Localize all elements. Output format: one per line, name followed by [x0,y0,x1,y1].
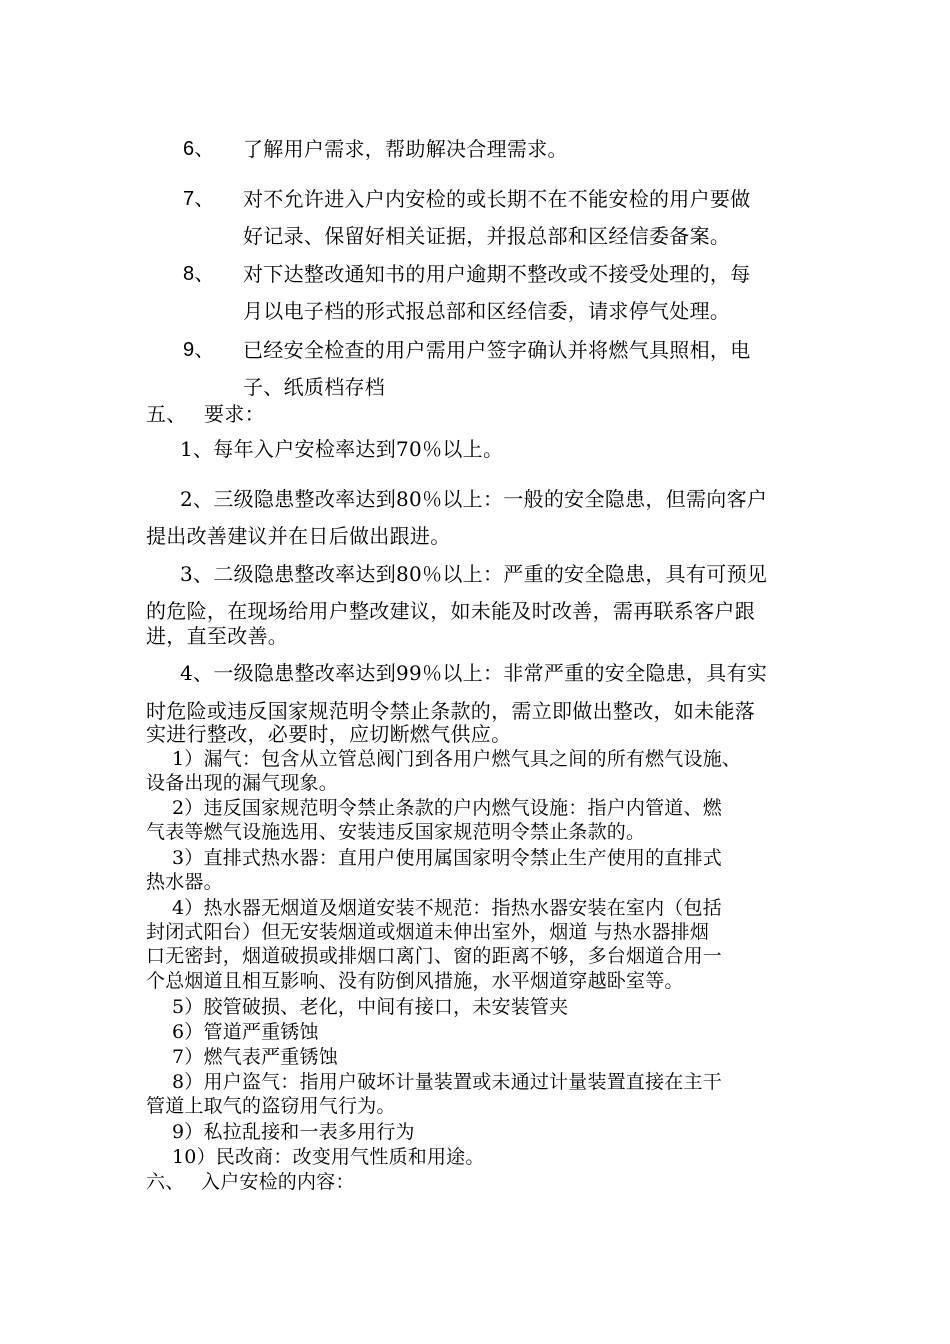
item-8-text-line-1: 对下达整改通知书的用户逾期不整改或不接受处理的，每 [243,262,751,286]
sub-item-3-line-2: 热水器。 [146,871,223,893]
requirement-1: 1、每年入户安检率达到70％以上。 [180,437,504,461]
sub-item-4-line-3: 口无密封，烟道破损或排烟口离门、窗的距离不够，多台烟道合用一 [146,945,723,967]
sub-item-3-line-1: 3）直排式热水器：直用户使用属国家明令禁止生产使用的直排式 [172,847,722,869]
sub-item-10: 10）民改商：改变用气性质和用途。 [172,1146,485,1168]
sub-item-8-line-1: 8）用户盗气：指用户破坏计量装置或未通过计量装置直接在主干 [172,1071,722,1093]
sub-item-1-line-1: 1）漏气：包含从立管总阀门到各用户燃气具之间的所有燃气设施、 [172,748,742,770]
requirement-2-line-2: 提出改善建议并在日后做出跟进。 [146,524,451,548]
requirement-4-line-2: 时危险或违反国家规范明令禁止条款的，需立即做出整改，如未能落 [146,699,755,723]
requirement-2-line-1: 2、三级隐患整改率达到80％以上：一般的安全隐患，但需向客户 [180,487,768,511]
section-6-number: 六、 [146,1171,185,1193]
item-6-text: 了解用户需求，帮助解决合理需求。 [243,137,568,161]
section-6-title: 入户安检的内容： [201,1171,355,1193]
sub-item-1-line-2: 设备出现的漏气现象。 [146,772,339,794]
section-5-title: 要求： [204,402,265,426]
item-9-number: 9、 [183,339,215,361]
section-5-number: 五、 [146,402,187,426]
item-6-number: 6、 [183,138,215,160]
sub-item-5: 5）胶管破损、老化，中间有接口，未安装管夹 [172,996,569,1018]
item-8-number: 8、 [183,263,215,285]
sub-item-4-line-4: 个总烟道且相互影响、没有防倒风措施，水平烟道穿越卧室等。 [146,970,684,992]
item-7-number: 7、 [183,188,215,210]
item-7-text-line-1: 对不允许进入户内安检的或长期不在不能安检的用户要做 [243,187,751,211]
sub-item-6: 6）管道严重锈蚀 [172,1021,319,1043]
item-9-text-line-1: 已经安全检查的用户需用户签字确认并将燃气具照相，电 [243,338,751,362]
sub-item-8-line-2: 管道上取气的盗窃用气行为。 [146,1095,396,1117]
sub-item-2-line-1: 2）违反国家规范明令禁止条款的户内燃气设施：指户内管道、燃 [172,797,722,819]
requirement-3-line-3: 进，直至改善。 [146,624,289,648]
item-9-text-line-2: 子、纸质档存档 [243,375,386,399]
sub-item-7: 7）燃气表严重锈蚀 [172,1046,338,1068]
sub-item-4-line-1: 4）热水器无烟道及烟道安装不规范：指热水器安装在室内（包括 [172,897,722,919]
sub-item-4-line-2: 封闭式阳台）但无安装烟道或烟道未伸出室外，烟道 与热水器排烟 [146,921,710,943]
item-7-text-line-2: 好记录、保留好相关证据，并报总部和区经信委备案。 [243,224,731,248]
sub-item-9: 9）私拉乱接和一表多用行为 [172,1121,415,1143]
item-8-text-line-2: 月以电子档的形式报总部和区经信委，请求停气处理。 [243,299,731,323]
requirement-4-line-1: 4、一级隐患整改率达到99％以上：非常严重的安全隐患，具有实 [180,661,768,685]
requirement-4-line-3: 实进行整改，必要时，应切断燃气供应。 [146,722,512,746]
requirement-3-line-2: 的危险，在现场给用户整改建议，如未能及时改善，需再联系客户跟 [146,599,755,623]
sub-item-2-line-2: 气表等燃气设施选用、安装违反国家规范明令禁止条款的。 [146,821,646,843]
requirement-3-line-1: 3、二级隐患整改率达到80％以上：严重的安全隐患，具有可预见 [180,562,768,586]
